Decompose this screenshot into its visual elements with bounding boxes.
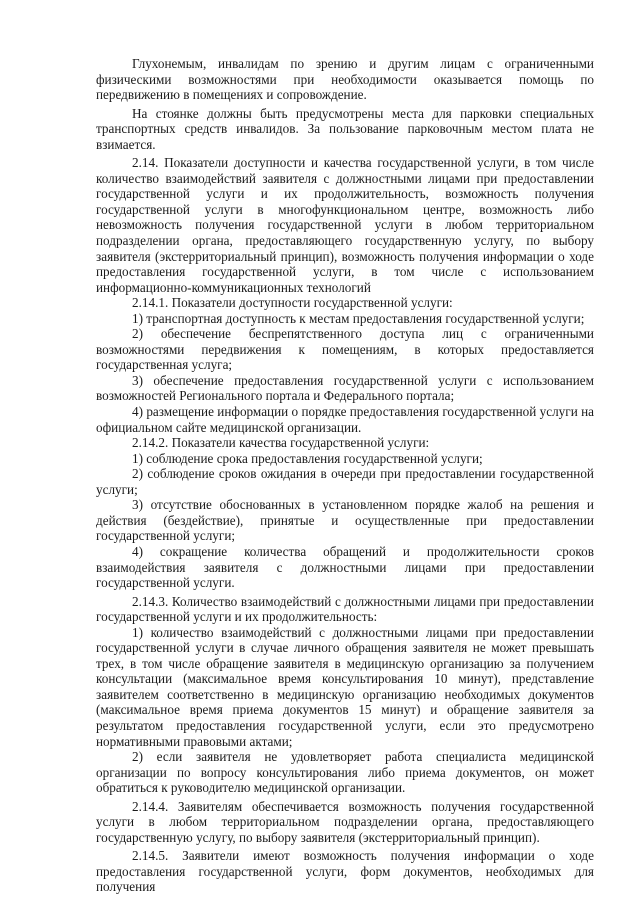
paragraph-2-14: 2.14. Показатели доступности и качества государственной услуги, в том числе количество взаимодействий заявителя с должностными лицами при предоставлении государственной услуги и их продолжительность, возможность получения государственной услуги в многофункциональном центре, возможность либо невозможность получения государственной услуги в любом территориальном подразделении органа, предоставляющего государственную услугу, по выбору заявителя (экстерриториальный принцип), возможность получения информации о ходе предоставления государственной услуги, в том числе с использованием информационно-коммуникационных технологий — [96, 155, 594, 295]
paragraph-2-14-2: 2.14.2. Показатели качества государственной услуги: — [132, 435, 430, 451]
list-item: 2) соблюдение сроков ожидания в очереди при предоставлении государственной услуги; — [96, 466, 594, 497]
list-item: 3) отсутствие обоснованных в установленном порядке жалоб на решения и действия (бездействие), принятые и осуществленные при предоставлении государственной услуги; — [96, 497, 594, 544]
document-body — [96, 56, 594, 895]
list-item: 1) соблюдение срока предоставления государственной услуги; — [132, 450, 483, 466]
list-item: 4) размещение информации о порядке предоставления государственной услуги на официальном сайте медицинской организации. — [96, 404, 594, 435]
list-item: 2) если заявителя не удовлетворяет работа специалиста медицинской организации по вопросу консультирования либо приема документов, он может обратиться к руководителю медицинской организации. — [96, 749, 594, 796]
paragraph-assistance: Глухонемым, инвалидам по зрению и другим лицам с ограниченными физическими возможностями при необходимости оказывается помощь по передвижению в помещениях и сопровождение. — [96, 56, 594, 103]
paragraph-2-14-3: 2.14.3. Количество взаимодействий с должностными лицами при предоставлении государственной услуги и их продолжительность: — [96, 593, 594, 625]
list-item: 1) транспортная доступность к местам предоставления государственной услуги; — [132, 310, 585, 326]
paragraph-2-14-4: 2.14.4. Заявителям обеспечивается возможность получения государственной услуги в любом территориальном подразделении органа, предоставляющего государственную услугу, по выбору заявителя (экстерриториальный принцип). — [96, 798, 594, 845]
paragraph-2-14-1: 2.14.1. Показатели доступности государственной услуги: — [132, 295, 453, 311]
list-item: 1) количество взаимодействий с должностными лицами при предоставлении государственной услуги в случае личного обращения заявителя не может превышать трех, в том числе обращение заявителя в медицинскую организацию за получением консультации (максимальное время консультирования 10 минут), представление заявителем соответственно в медицинскую организацию необходимых документов (максимальное время приема документов 15 минут) и обращение заявителя за результатом предоставления государственной услуги, если это предусмотрено нормативными правовыми актами; — [96, 624, 594, 749]
paragraph-2-14-5: 2.14.5. Заявители имеют возможность получения информации о ходе предоставления государственной услуги, форм документов, необходимых для получения — [96, 848, 594, 895]
list-item: 4) сокращение количества обращений и продолжительности сроков взаимодействия заявителя с должностными лицами при предоставлении государственной услуги. — [96, 543, 594, 591]
list-item: 3) обеспечение предоставления государственной услуги с использованием возможностей Регионального портала и Федерального портала; — [96, 372, 594, 404]
paragraph-parking: На стоянке должны быть предусмотрены места для парковки специальных транспортных средств инвалидов. За пользование парковочным местом плата не взимается. — [96, 105, 594, 152]
list-item: 2) обеспечение беспрепятственного доступа лиц с ограниченными возможностями передвижения к помещениям, в которых предоставляется государственная услуга; — [96, 326, 594, 373]
